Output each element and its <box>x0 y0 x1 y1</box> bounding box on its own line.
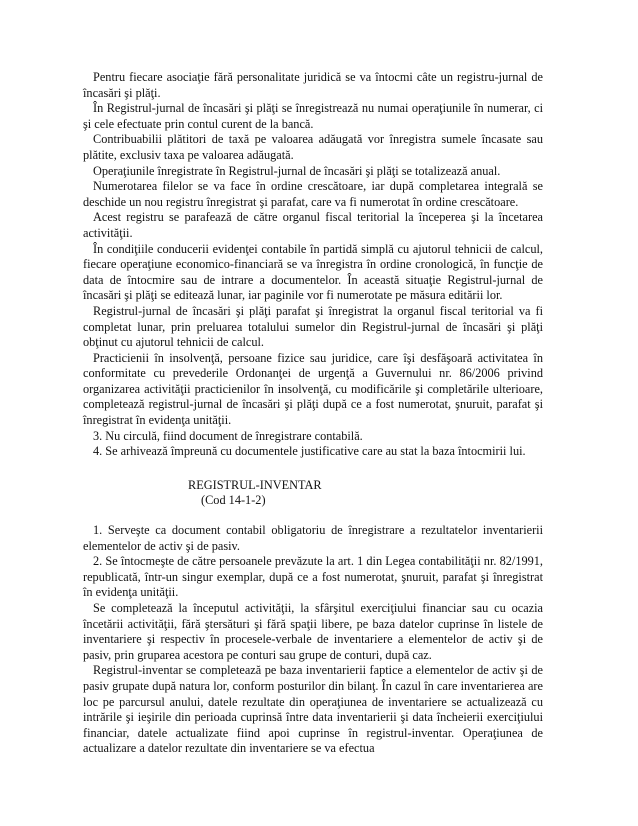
paragraph: Numerotarea filelor se va face în ordine crescătoare, iar după completarea integrală se deschide un nou registru înregistrat şi parafat, care va fi numerotat în ordine crescătoare. <box>83 179 543 209</box>
paragraph: Registrul-inventar se completează pe baza inventarierii faptice a elementelor de activ şi de pasiv grupate după natura lor, conform posturilor din bilanţ. În cazul în care inventarierea are loc pe parcursul anului, datele rezultate din operaţiunea de inventariere se actualizează cu intrările şi ieşirile din perioada cuprinsă între data inventarierii şi data încheierii exerciţiului financiar, datele actualizate fiind apoi cuprinse în registrul-inventar. Operaţiunea de actualizare a datelor rezultate din inventariere se va efectua <box>83 663 543 756</box>
paragraph: 2. Se întocmeşte de către persoanele prevăzute la art. 1 din Legea contabilităţii nr. 82/1991, republicată, într-un singur exemplar, după ce a fost numerotat, şnuruit, parafat şi înregistrat în evidenţa unităţii. <box>83 554 543 600</box>
paragraph: 1. Serveşte ca document contabil obligatoriu de înregistrare a rezultatelor inventarierii elementelor de activ şi de pasiv. <box>83 523 543 553</box>
paragraph: 3. Nu circulă, fiind document de înregistrare contabilă. <box>93 428 363 443</box>
paragraph: În condiţiile conducerii evidenţei contabile în partidă simplă cu ajutorul tehnicii de calcul, fiecare operaţiune economico-financiară se va înregistra în ordine cronologică, în funcţie de data de întocmire sau de intrare a documentelor. În această situaţie Registrul-jurnal de încasări şi plăţi se editează lunar, iar paginile vor fi numerotate pe măsura editării lor. <box>83 241 543 303</box>
paragraph: Acest registru se parafează de către organul fiscal teritorial la începerea şi la încetarea activităţii. <box>83 210 543 240</box>
section-title: REGISTRUL-INVENTAR <box>188 477 322 492</box>
paragraph: 4. Se arhivează împreună cu documentele justificative care au stat la baza întocmirii lui. <box>93 444 526 459</box>
section-spacer <box>83 509 543 523</box>
section-code: (Cod 14-1-2) <box>201 493 266 508</box>
document-body <box>83 70 543 757</box>
paragraph: În Registrul-jurnal de încasări şi plăţi se înregistrează nu numai operaţiunile în numerar, ci şi cele efectuate prin contul curent de la bancă. <box>83 101 543 131</box>
paragraph: Contribuabilii plătitori de taxă pe valoarea adăugată vor înregistra sumele încasate sau plătite, exclusiv taxa pe valoarea adăugată. <box>83 132 543 162</box>
paragraph: Practicienii în insolvenţă, persoane fizice sau juridice, care îşi desfăşoară activitatea în conformitate cu prevederile Ordonanţei de urgenţă a Guvernului nr. 86/2006 privind organizarea activităţii practicienilor în insolvenţă, cu modificările şi completările ulterioare, completează registrul-jurnal de încasări şi plăţi după ce a fost numerotat, şnuruit, parafat şi înregistrat în evidenţa unităţii. <box>83 350 543 428</box>
paragraph: Operaţiunile înregistrate în Registrul-jurnal de încasări şi plăţi se totalizează anual. <box>93 163 501 178</box>
paragraph: Se completează la începutul activităţii, la sfârşitul exerciţiului financiar sau cu ocazia încetării activităţii, fără ştersături şi fără spaţii libere, pe baza datelor cuprinse în listele de inventariere şi respectiv în procesele-verbale de inventariere a elementelor de activ şi de pasiv, prin gruparea acestora pe conturi sau grupe de conturi, după caz. <box>83 601 543 662</box>
paragraph: Registrul-jurnal de încasări şi plăţi parafat şi înregistrat la organul fiscal teritorial va fi completat lunar, prin preluarea totalului sumelor din Registrul-jurnal de încasări şi plăţi obţinut cu ajutorul tehnicii de calcul. <box>83 303 543 350</box>
paragraph: Pentru fiecare asociaţie fără personalitate juridică se va întocmi câte un registru-jurnal de încasări şi plăţi. <box>83 70 543 100</box>
